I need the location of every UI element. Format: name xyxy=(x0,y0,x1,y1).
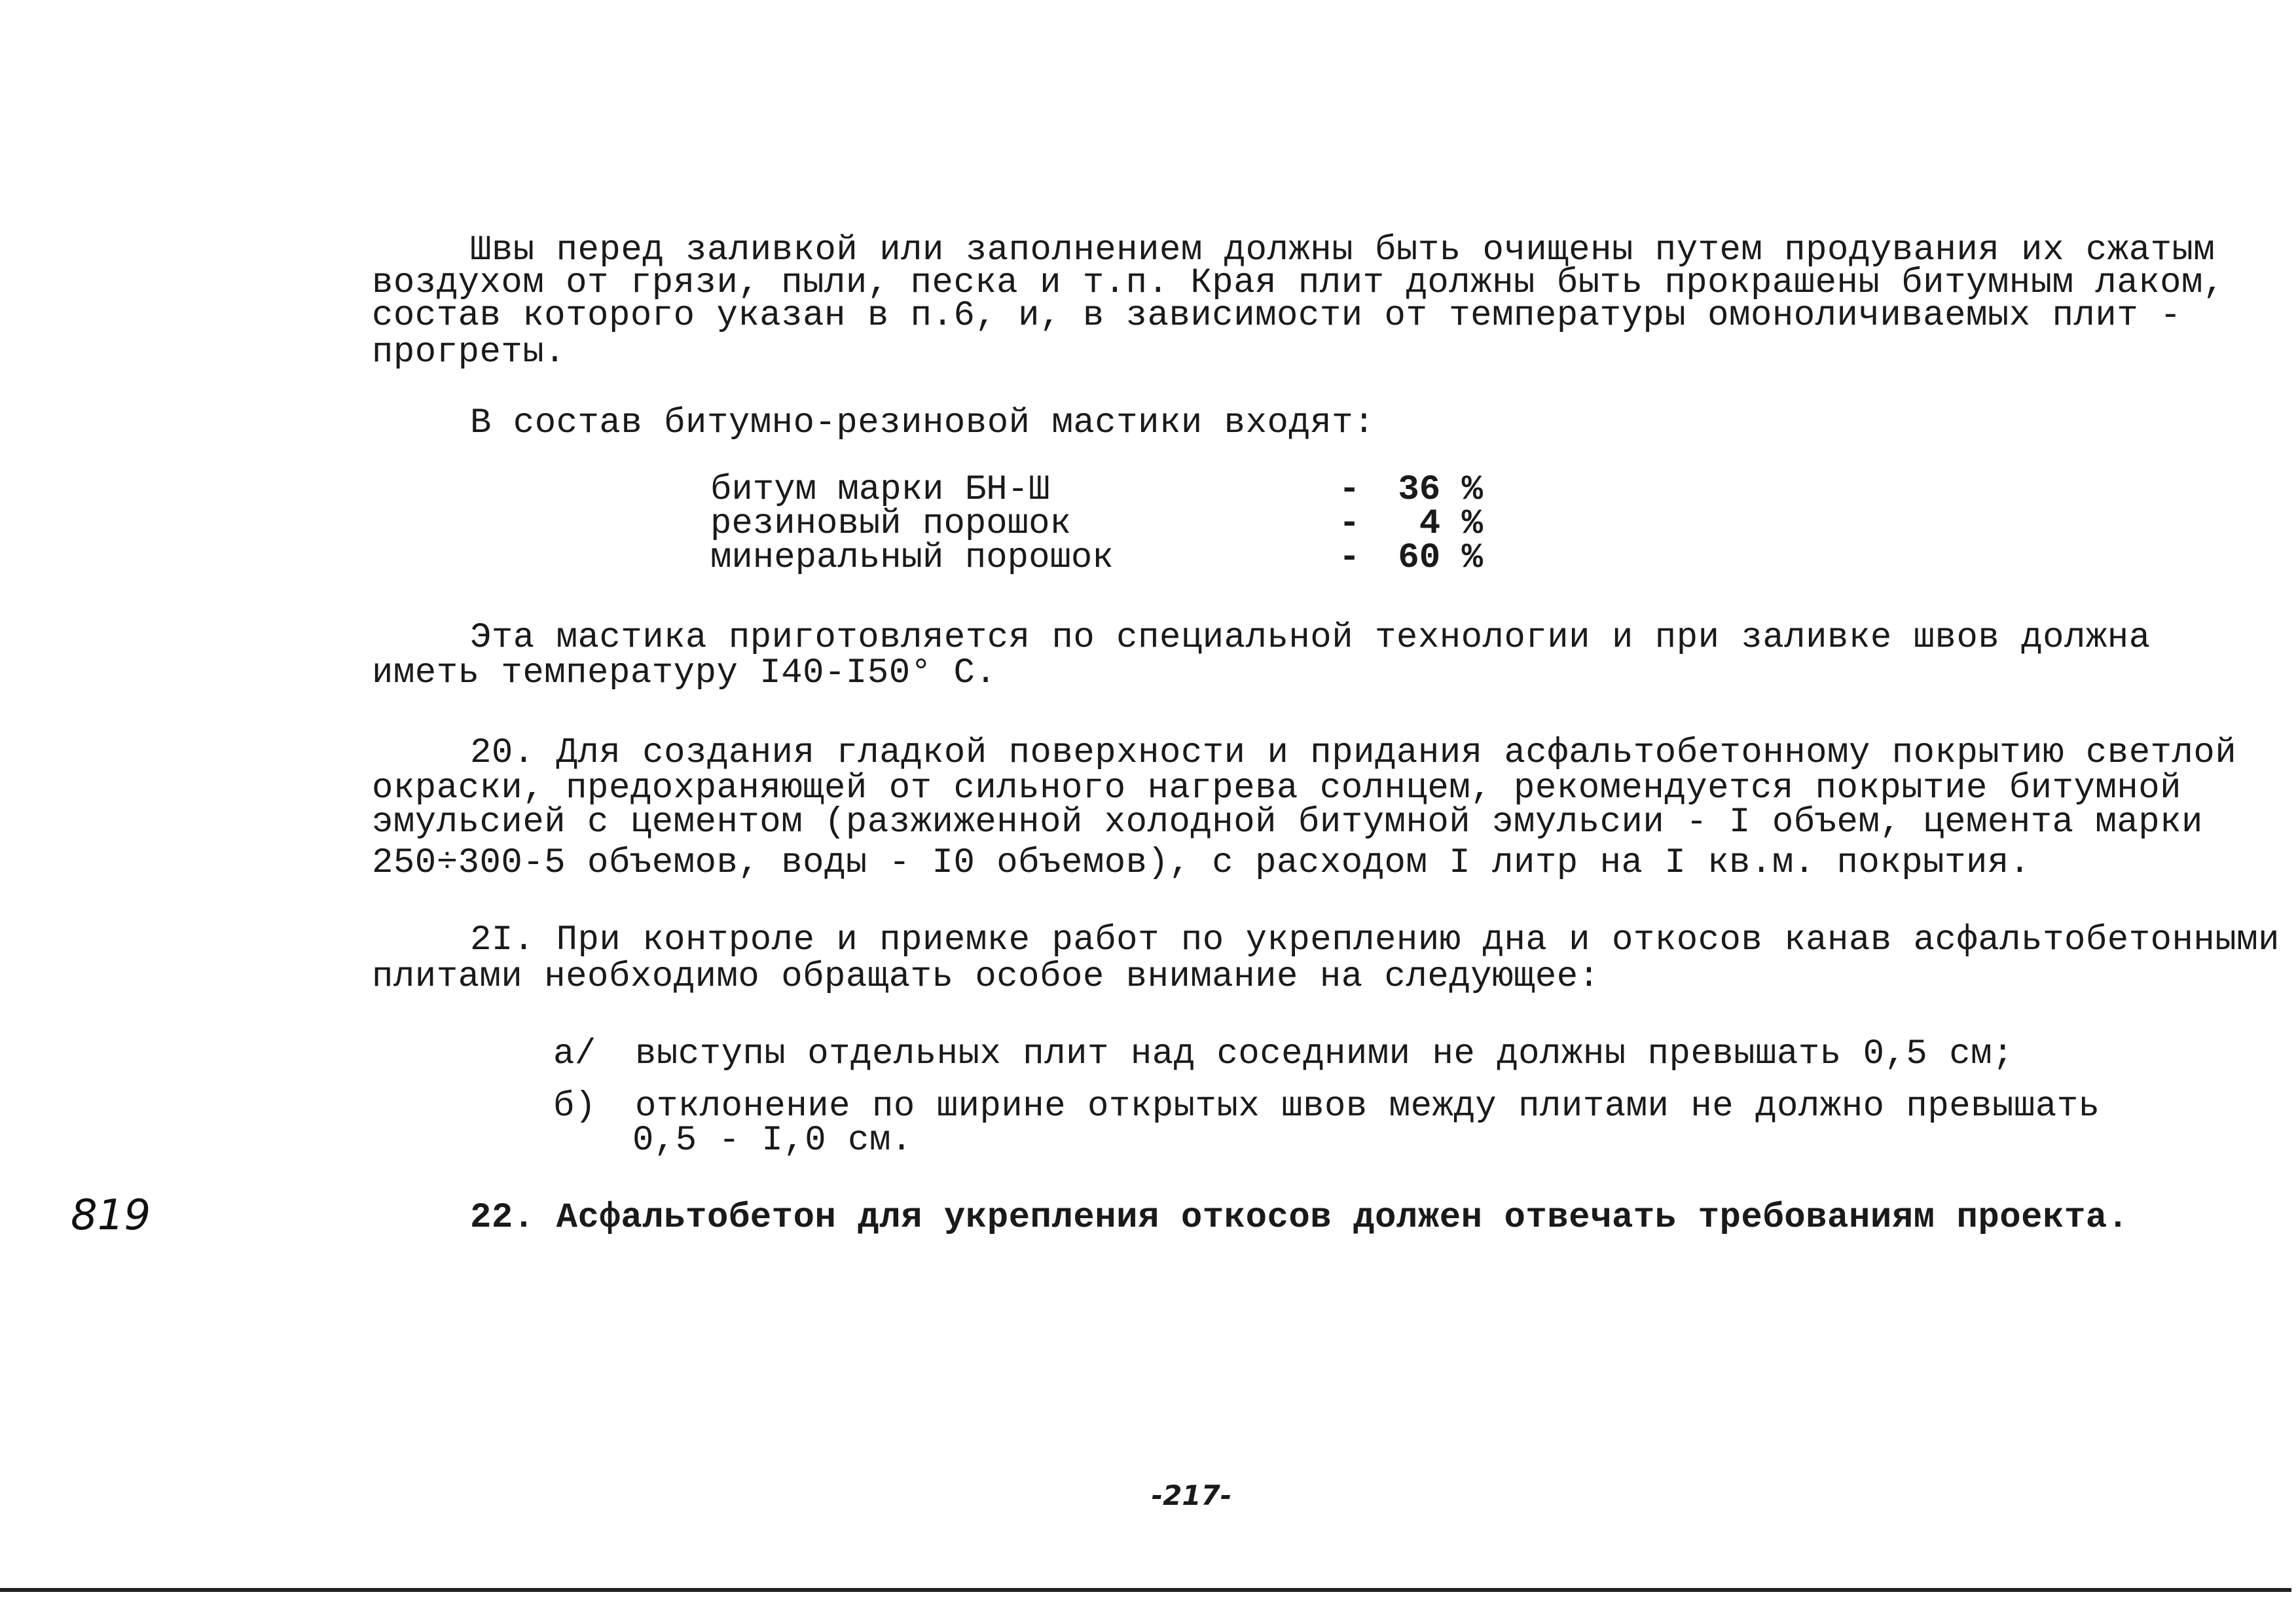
composition-dash: - xyxy=(1339,504,1360,544)
composition-name: минеральный порошок xyxy=(710,538,1114,578)
paragraph-line: эмульсией с цементом (разжиженной холодной битумной эмульсии - I объем, цемента марки xyxy=(372,803,2203,842)
list-item-text: отклонение по ширине открытых швов между плитами не должно превышать xyxy=(635,1087,2100,1127)
paragraph-line: 2I. При контроле и приемке работ по укреплению дна и откосов канав асфальтобетонными xyxy=(470,920,2280,960)
paragraph-22: 22. Асфальтобетон для укрепления откосов должен отвечать требованиям проекта. xyxy=(470,1198,2129,1238)
paragraph-line: окраски, предохраняющей от сильного нагрева солнцем, рекомендуется покрытие битумной xyxy=(372,768,2182,808)
paragraph-line: воздухом от грязи, пыли, песка и т.п. Края плит должны быть прокрашены битумным лаком, xyxy=(372,263,2225,303)
paragraph-line: плитами необходимо обращать особое внимание на следующее: xyxy=(372,957,1600,997)
list-item-text: выступы отдельных плит над соседними не должны превышать 0,5 см; xyxy=(635,1034,2014,1074)
mastic-intro: В состав битумно-резиновой мастики входят: xyxy=(470,403,1376,443)
paragraph-line: состав которого указан в п.6, и, в зависимости от температуры омоноличиваемых плит - xyxy=(372,296,2182,336)
page-number: -217- xyxy=(1151,1479,1232,1511)
composition-dash: - xyxy=(1339,470,1360,510)
composition-name: резиновый порошок xyxy=(710,504,1071,544)
paragraph-line: Эта мастика приготовляется по специальной технологии и при заливке швов должна xyxy=(470,618,2151,658)
composition-value: 4 % xyxy=(1419,504,1483,544)
composition-name: битум марки БН-Ш xyxy=(710,470,1050,510)
paragraph-line: прогреты. xyxy=(372,333,566,372)
composition-dash: - xyxy=(1339,538,1360,578)
margin-number: 819 xyxy=(71,1191,151,1240)
paragraph-line: Швы перед заливкой или заполнением должны быть очищены путем продувания их сжатым xyxy=(470,230,2215,270)
list-item-marker: а/ xyxy=(553,1034,596,1074)
composition-value: 60 % xyxy=(1398,538,1483,578)
list-item-marker: б) xyxy=(553,1087,596,1127)
paragraph-line: иметь температуру I40-I50° С. xyxy=(372,653,997,693)
list-item-text: 0,5 - I,0 см. xyxy=(632,1121,913,1161)
paragraph-line: 250÷300-5 объемов, воды - I0 объемов), с расходом I литр на I кв.м. покрытия. xyxy=(372,843,2031,883)
bottom-divider xyxy=(0,1588,2291,1592)
paragraph-line: 20. Для создания гладкой поверхности и придания асфальтобетонному покрытию светлой xyxy=(470,733,2237,773)
composition-value: 36 % xyxy=(1398,470,1483,510)
